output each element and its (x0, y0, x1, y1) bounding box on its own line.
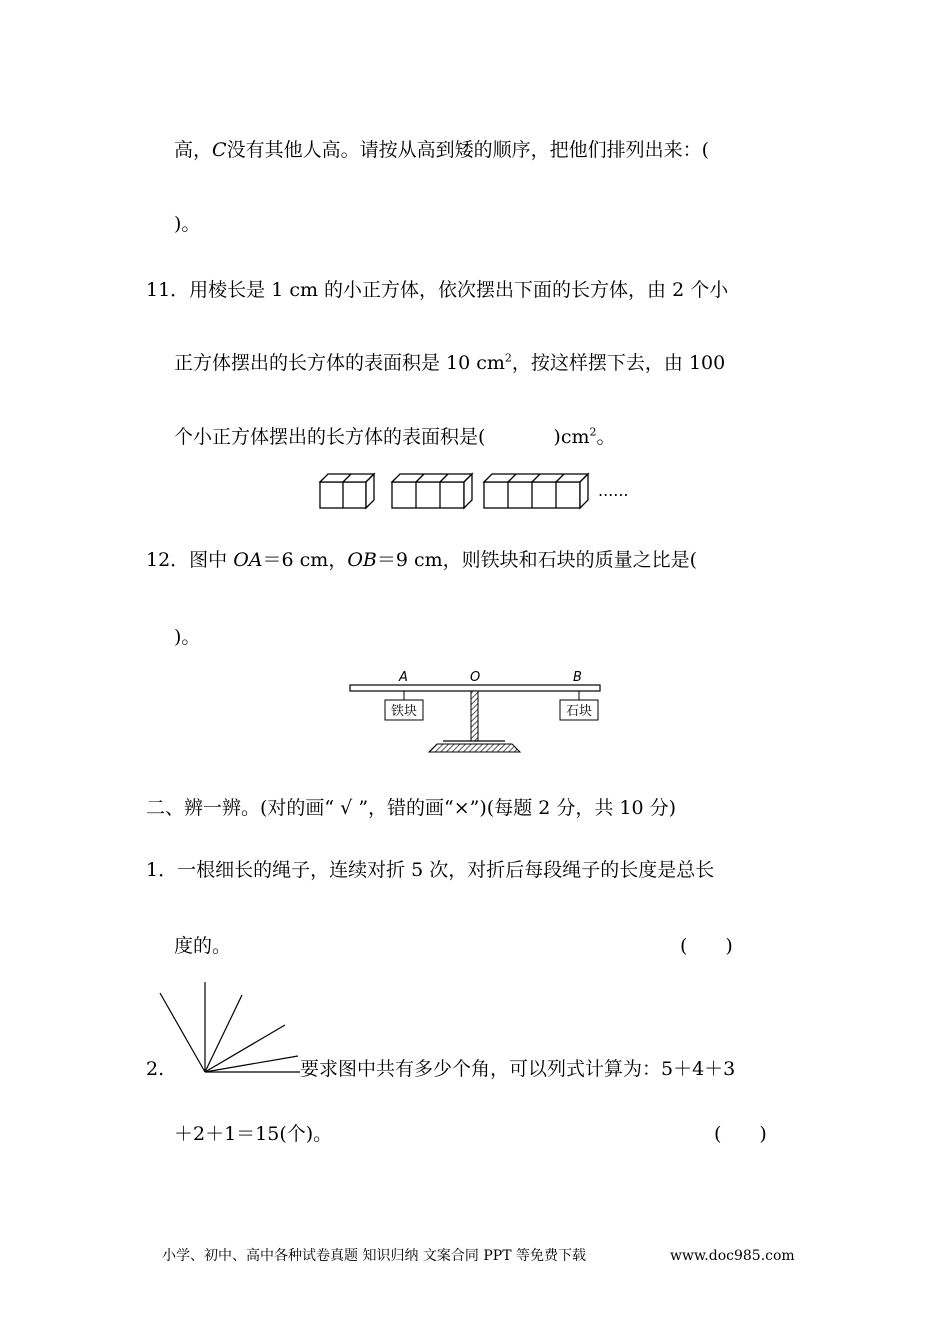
j1-line2: 度的。 (174, 935, 232, 957)
q11-line1: 11．用棱长是 1 cm 的小正方体，依次摆出下面的长方体，由 2 个小 (146, 279, 729, 301)
q11-line3-text-b: )cm (553, 426, 590, 448)
footer-text: 小学、初中、高中各种试卷真题 知识归纳 文案合同 PPT 等免费下载 (162, 1248, 586, 1264)
q12-text-a: 12．图中 (146, 549, 234, 571)
q11-line3-superscript: 2 (589, 425, 597, 439)
j1-line1: 1．一根细长的绳子，连续对折 5 次，对折后每段绳子的长度是总长 (146, 859, 715, 881)
q12-text-b: ＝6 cm， (262, 549, 348, 571)
label-b: B (573, 670, 582, 685)
q11-line3-text-c: 。 (596, 426, 616, 448)
ray-1 (160, 993, 205, 1072)
stone-block (560, 700, 598, 720)
q12-line2: )。 (174, 626, 201, 648)
q12-text-c: ＝9 cm，则铁块和石块的质量之比是( (376, 549, 698, 571)
q11-line2 (174, 351, 725, 375)
lever-beam (350, 685, 600, 691)
q10-italic-c: C (212, 139, 227, 161)
q11-line2-text-a: 正方体摆出的长方体的表面积是 10 cm (174, 352, 505, 374)
stone-block-label: 石块 (565, 704, 593, 719)
cuboid-2-cubes (320, 474, 374, 508)
q10-line2: )。 (174, 213, 201, 235)
angle-rays-figure (155, 980, 305, 1080)
q12-italic-ob: OB (347, 549, 377, 571)
q11-line3-text-a: 个小正方体摆出的长方体的表面积是( (174, 426, 486, 448)
q11-line3 (174, 425, 616, 449)
j2-number: 2. (146, 1058, 165, 1080)
q10-text-a: 高， (174, 139, 213, 161)
cuboid-ellipsis: ...... (598, 481, 629, 500)
footer-url[interactable]: www.doc985.com (670, 1248, 795, 1264)
q12-line1 (146, 548, 697, 572)
q11-line2-text-b: ，按这样摆下去，由 100 (511, 352, 726, 374)
q12-italic-oa: OA (233, 549, 263, 571)
q10-line1 (174, 138, 709, 162)
j1-answer-paren: ( ) (680, 935, 733, 957)
section2-heading: 二、辨一辨。(对的画“ √ ”，错的画“×”)(每题 2 分，共 10 分) (146, 797, 677, 819)
label-a: A (399, 670, 408, 685)
q10-text-b: 没有其他人高。请按从高到矮的顺序，把他们排列出来：( (226, 139, 709, 161)
j2-answer-paren: ( ) (714, 1123, 767, 1145)
j2-line1: 要求图中共有多少个角，可以列式计算为：5＋4＋3 (300, 1058, 736, 1080)
iron-block-label: 铁块 (390, 704, 418, 719)
q11-line2-superscript: 2 (504, 351, 512, 365)
iron-block (385, 700, 423, 720)
lever-figure (345, 666, 605, 758)
cuboid-4-cubes (484, 474, 588, 508)
cuboid-3-cubes (392, 474, 472, 508)
cuboid-figure (310, 468, 650, 516)
j2-line2: ＋2＋1＝15(个)。 (174, 1123, 333, 1145)
label-o: O (470, 670, 481, 685)
fulcrum-stand (429, 691, 520, 752)
